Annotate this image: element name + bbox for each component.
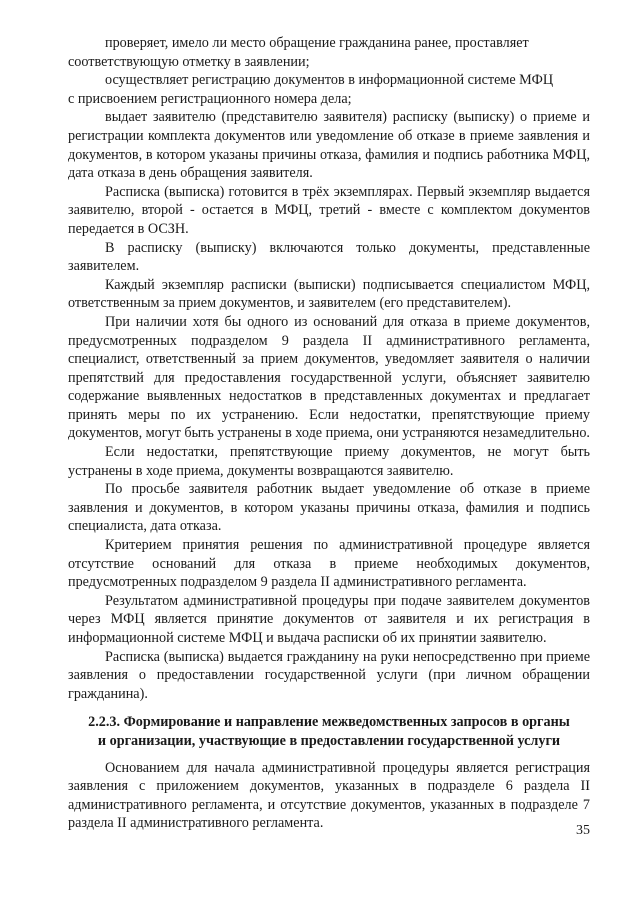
paragraph: выдает заявителю (представителю заявителя) расписку (выписку) о приеме и регистрации комплекта документов или уведомление об отказе в приеме заявления и документов, в котором указаны причины отказа, фамилия и подпись работника МФЦ, дата отказа в день обращения заявителя. [68, 109, 590, 182]
paragraph: Каждый экземпляр расписки (выписки) подписывается специалистом МФЦ, ответственным за прием документов, и заявителем (его представителем). [68, 276, 590, 312]
document-body [68, 34, 590, 833]
paragraph: Критерием принятия решения по административной процедуре является отсутствие оснований для отказа в приеме необходимых документов, предусмотренных подразделом 9 раздела II административного регламента. [68, 537, 590, 591]
section-heading: 2.2.3. Формирование и направление межведомственных запросов в органы и организации, участвующие в предоставлении государственной услуги [88, 714, 570, 749]
page-number: 35 [576, 823, 590, 838]
paragraph: Результатом административной процедуры при подаче заявителем документов через МФЦ является принятие документов от заявителя и их регистрация в информационной системе МФЦ и выдача расписки об их принятии заявителю. [68, 592, 590, 646]
paragraph: Расписка (выписка) выдается гражданину на руки непосредственно при приеме заявления о предоставлении государственной услуги (при личном обращении гражданина). [68, 648, 590, 702]
paragraph: По просьбе заявителя работник выдает уведомление об отказе в приеме заявления и документов, в котором указаны причины отказа, фамилия и подпись специалиста, дата отказа. [68, 481, 590, 535]
paragraph: Если недостатки, препятствующие приему документов, не могут быть устранены в ходе приема, документы возвращаются заявителю. [68, 444, 590, 479]
paragraph: осуществляет регистрацию документов в информационной системе МФЦ с присвоением регистрационного номера дела; [68, 72, 554, 107]
paragraph: проверяет, имело ли место обращение гражданина ранее, проставляет соответствующую отметку в заявлении; [68, 35, 529, 70]
paragraph: Расписка (выписка) готовится в трёх экземплярах. Первый экземпляр выдается заявителю, второй - остается в МФЦ, третий - вместе с комплектом документов передается в ОСЗН. [68, 183, 590, 237]
paragraph: Основанием для начала административной процедуры является регистрация заявления с приложением документов, указанных в подразделе 6 раздела II административного регламента, и отсутствие документов, указанных в подразделе 7 раздела II административного регламента. [68, 759, 590, 832]
paragraph: При наличии хотя бы одного из оснований для отказа в приеме документов, предусмотренных подразделом 9 раздела II административного регламента, специалист, ответственный за прием документов, уведомляет заявителя о наличии препятствий для предоставления государственной услуги, объясняет заявителю содержание выявленных недостатков в представленных документах и предлагает принять меры по их устранению. Если недостатки, препятствующие приему документов, могут быть устранены в ходе приема, они устраняются незамедлительно. [68, 313, 590, 442]
paragraph: В расписку (выписку) включаются только документы, представленные заявителем. [68, 239, 590, 275]
